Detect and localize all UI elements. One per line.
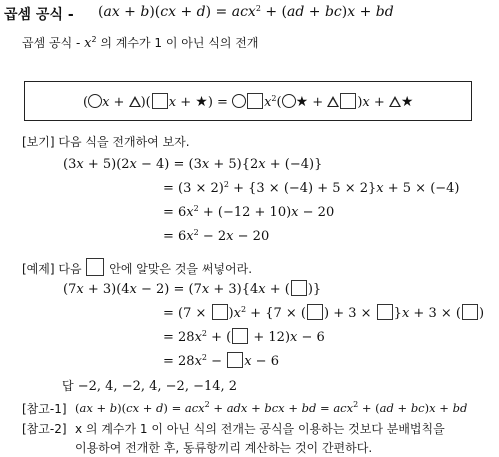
example-heading (22, 133, 190, 150)
answer-values: −2, 4, −2, 4, −2, −14, 2 (77, 379, 238, 394)
blank-input[interactable] (232, 328, 248, 344)
exercise-instruction-post: 안에 알맞은 것을 써넣어라. (109, 262, 253, 276)
blank-input[interactable] (227, 352, 243, 368)
blank-input[interactable] (212, 304, 228, 320)
note-2-line-1: x 의 계수가 1 이 아닌 식의 전개는 공식을 이용하는 것보다 분배법칙을 (75, 422, 445, 436)
blank-input[interactable] (307, 304, 323, 320)
exercise-line-3: = $28x^2$ + ( + 12)x − 6 (163, 329, 325, 345)
blank-input[interactable] (377, 304, 393, 320)
title-formula: (ax + b)(cx + d) = acx$^2$ + (ad + bc)x + bd (98, 4, 394, 20)
exercise-line-4: = $28x^2 - x - 6$ (163, 353, 279, 369)
circle-symbol (88, 94, 102, 108)
subtitle-prefix: 곱셈 공식 - (22, 36, 81, 50)
exercise-instruction-pre: 다음 (58, 262, 82, 276)
blank-box (86, 258, 104, 276)
example-label: [보기] (22, 135, 55, 149)
exercise-line-2: = $(7 \times )x^2 + \{7$ × ( ) + 3 × }x + 3 × ( ) (163, 305, 485, 321)
example-line-1: (3x + 5)(2x − 4) = (3x + 5){2x + (−4)} (63, 157, 323, 172)
blank-input[interactable] (462, 304, 478, 320)
example-line-3: = $6x^2 + (-12 + 10)x - 20$ (163, 204, 335, 220)
subtitle-text: 의 계수가 1 이 아닌 식의 전개 (100, 36, 259, 50)
note-2-line-2: 이용하여 전개한 후, 동류항끼리 계산하는 것이 간편하다. (75, 441, 373, 455)
boxed-formula: ( x + )( x + ★) = $x^2$( ★ + )x + ★ (83, 94, 414, 110)
title-korean: 곱셈 공식 - (4, 7, 74, 23)
example-line-2: = $(3 \times 2)^2 + \{3 \times (-4) + 5 \times 2\}x + 5 \times (-4)$ (163, 180, 460, 196)
subtitle: 곱셈 공식 - $x^2$ 의 계수가 1 이 아닌 식의 전개 (22, 35, 259, 51)
note-2-label: [참고-2] (22, 422, 67, 436)
note-1-formula: (ax + b)(cx + d) = acx$^2$ + adx + bcx + bd = acx$^2$ + (ad + bc)x + bd (75, 400, 468, 415)
blank-input[interactable] (291, 280, 307, 296)
triangle-symbol (129, 96, 141, 107)
exercise-heading (22, 258, 252, 277)
exercise-line-1: (7x + 3)(4x − 2) = (7x + 3){4x + ( )} (63, 282, 322, 297)
answer-label: 답 (62, 379, 74, 393)
page-title (4, 4, 74, 24)
exercise-label: [예제] (22, 262, 55, 276)
answer-line (62, 377, 237, 394)
note-1-label: [참고-1] (22, 402, 67, 416)
example-line-4: = $6x^2 - 2x - 20$ (163, 228, 270, 244)
example-instruction: 다음 식을 전개하여 보자. (58, 135, 190, 149)
